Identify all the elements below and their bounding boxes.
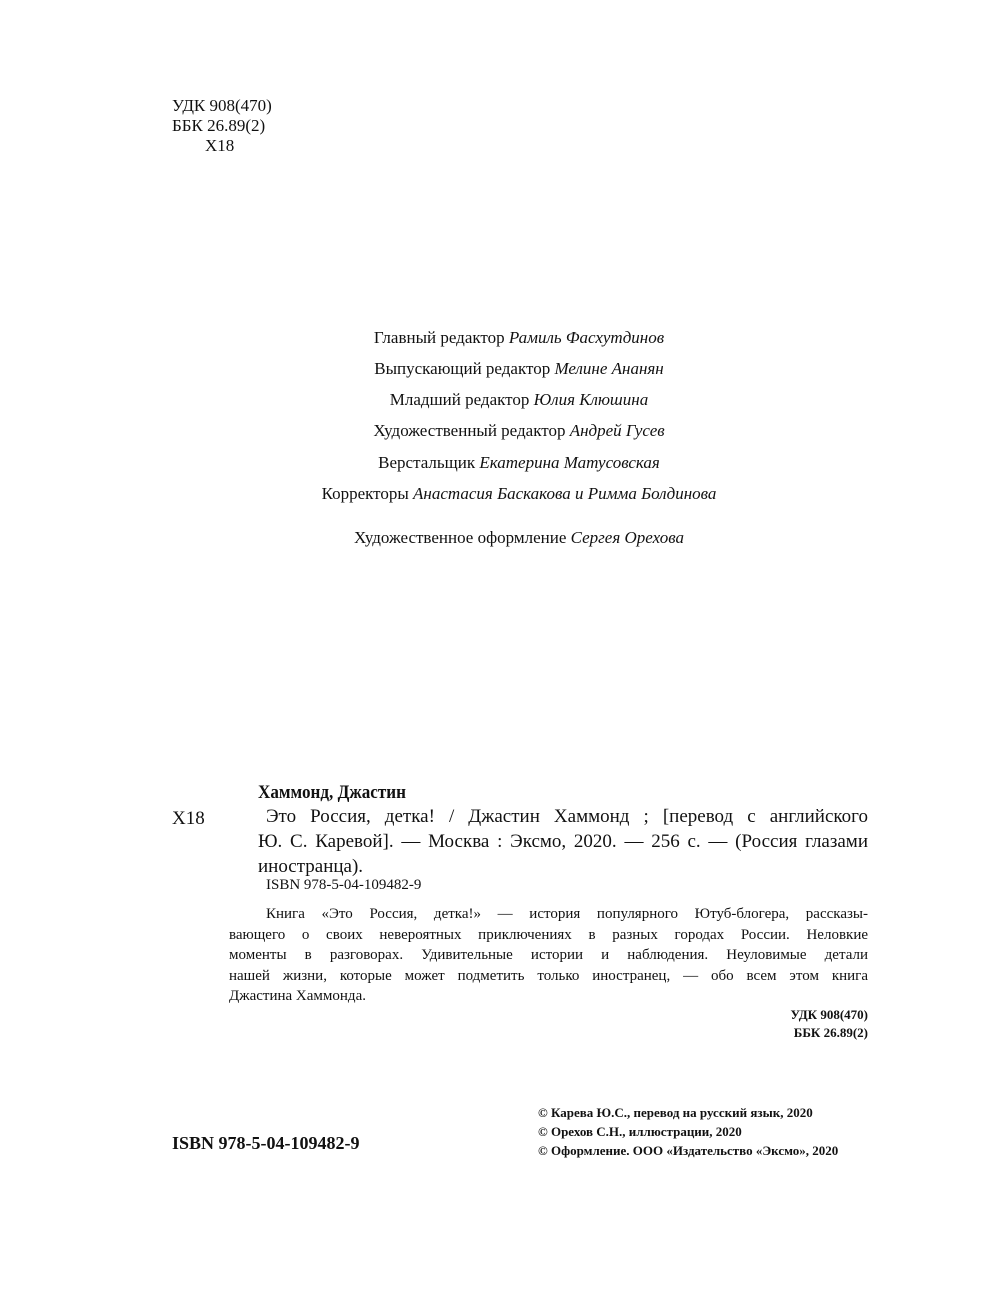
copyright-block [538,1103,838,1160]
bbk-code: ББК 26.89(2) [793,1025,868,1040]
entry-isbn: ISBN 978-5-04-109482-9 [266,877,422,893]
udk-code: УДК 908(470) [172,96,272,115]
abstract-line: Джастина Хаммонда. [229,988,366,1004]
reference-line: иностранца). [258,856,364,877]
credit-line: Выпускающий редактор Мелине Ананян [374,359,664,378]
entry-index: Х18 [172,808,205,829]
bibliographic-reference [258,804,868,879]
entry-codes [790,1006,868,1042]
copyright-line: © Орехов С.Н., иллюстрации, 2020 [538,1124,742,1139]
credit-line: Корректоры Анастасия Баскакова и Римма Болдинова [321,484,717,503]
abstract-line: моменты в разговорах. Удивительные истории и наблюдения. Неуловимые детали [229,947,868,963]
abstract-line: вающего о своих невероятных приключениях в разных городах России. Неловкие [229,926,868,943]
author-mark: Х18 [205,136,235,155]
bbk-code: ББК 26.89(2) [172,116,266,135]
classification-block [172,96,272,156]
abstract-line: нашей жизни, которые может подметить только иностранец, — обо всем этом книга [229,967,868,984]
entry-author: Хаммонд, Джастин [258,782,406,803]
footer-isbn: ISBN 978-5-04-109482-9 [172,1133,360,1153]
copyright-line: © Карева Ю.С., перевод на русский язык, 2020 [538,1105,813,1120]
reference-line: Это Россия, детка! / Джастин Хаммонд ; [перевод с английского [266,806,868,827]
credit-line: Художественное оформление Сергея Орехова [354,528,684,547]
credit-line: Верстальщик Екатерина Матусовская [378,453,660,472]
abstract [229,904,868,1007]
credit-line: Главный редактор Рамиль Фасхутдинов [373,328,665,347]
reference-line: Ю. С. Каревой]. — Москва : Эксмо, 2020. — 256 с. — (Россия глазами [258,831,868,852]
credit-line: Младший редактор Юлия Клюшина [389,390,649,409]
abstract-line: Книга «Это Россия, детка!» — история популярного Ютуб-блогера, рассказы- [266,906,868,922]
udk-code: УДК 908(470) [790,1007,868,1022]
copyright-line: © Оформление. ООО «Издательство «Эксмо», 2020 [538,1143,839,1158]
credit-line: Художественный редактор Андрей Гусев [373,421,665,440]
